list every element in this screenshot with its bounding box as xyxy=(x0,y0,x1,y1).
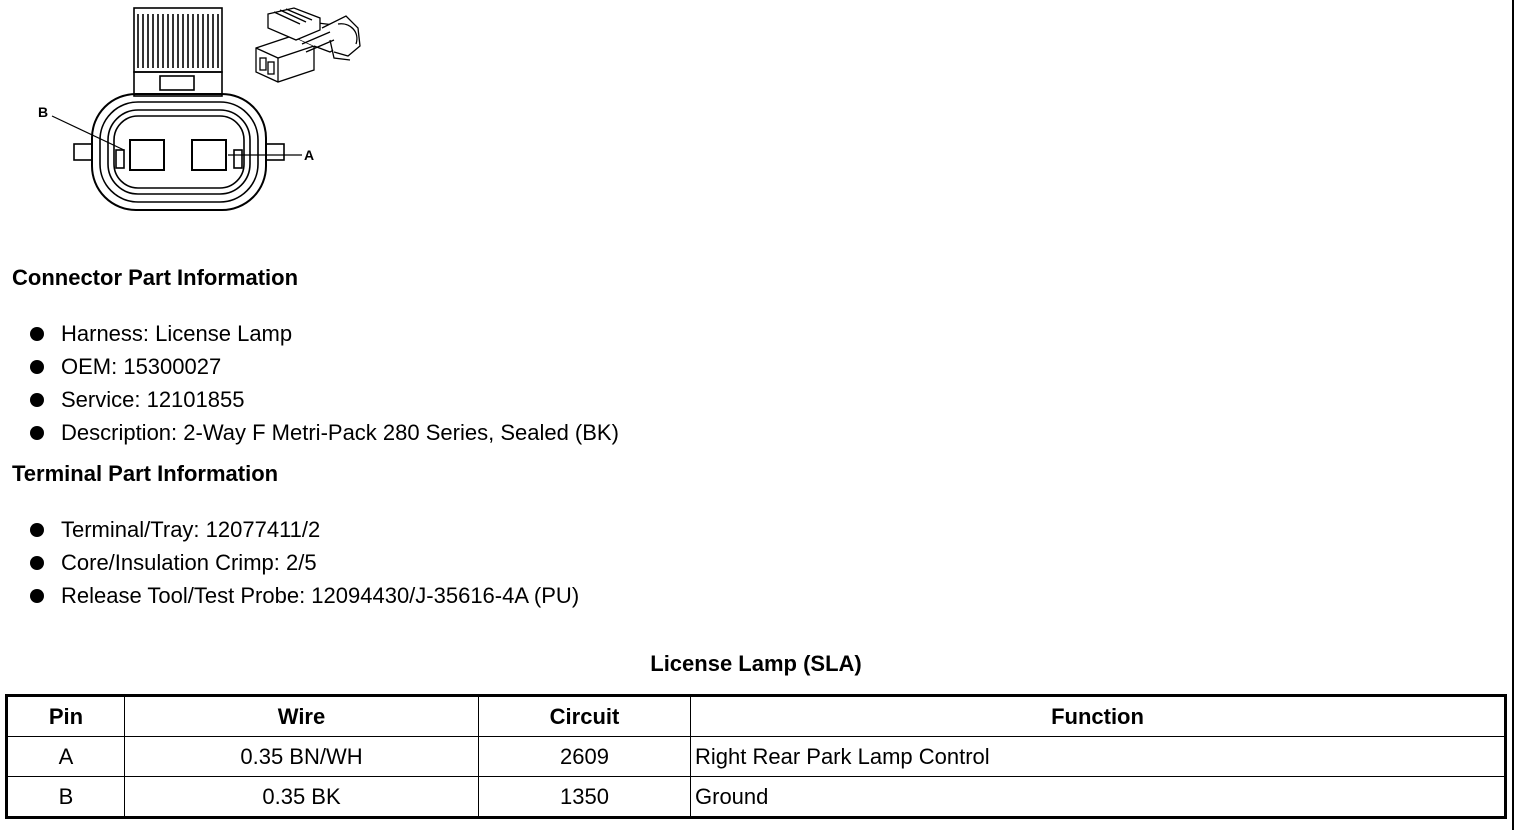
bullet-icon xyxy=(30,426,44,440)
table-title: License Lamp (SLA) xyxy=(650,651,862,676)
cell-wire: 0.35 BK xyxy=(125,777,479,818)
cell-circuit: 2609 xyxy=(479,737,691,777)
list-item xyxy=(28,579,579,612)
table-row xyxy=(7,737,1506,777)
bullet-icon xyxy=(30,556,44,570)
label-b: B xyxy=(38,104,49,120)
list-item xyxy=(28,416,619,449)
list-item xyxy=(28,383,619,416)
cell-function: Ground xyxy=(691,777,1506,818)
bullet-icon xyxy=(30,393,44,407)
connector-diagram xyxy=(30,0,370,220)
cell-pin: A xyxy=(7,737,125,777)
column-header-circuit: Circuit xyxy=(479,696,691,737)
cell-wire: 0.35 BN/WH xyxy=(125,737,479,777)
terminal-part-info-list xyxy=(28,513,579,612)
list-item-text: Release Tool/Test Probe: 12094430/J-35616-4A (PU) xyxy=(61,583,580,608)
list-item-text: Harness: License Lamp xyxy=(61,321,293,346)
cell-pin: B xyxy=(7,777,125,818)
column-header-pin: Pin xyxy=(7,696,125,737)
bullet-icon xyxy=(30,589,44,603)
bullet-icon xyxy=(30,523,44,537)
list-item-text: Service: 12101855 xyxy=(61,387,245,412)
connector-part-info-heading: Connector Part Information xyxy=(12,265,299,290)
list-item xyxy=(28,317,619,350)
cavity-b xyxy=(130,140,164,170)
terminal-part-info-heading: Terminal Part Information xyxy=(12,461,279,486)
list-item xyxy=(28,546,579,579)
bullet-icon xyxy=(30,360,44,374)
connector-part-info-list xyxy=(28,317,619,449)
cell-function: Right Rear Park Lamp Control xyxy=(691,737,1506,777)
pinout-table xyxy=(5,694,1507,819)
connector-thumbnail xyxy=(256,8,360,82)
column-header-wire: Wire xyxy=(125,696,479,737)
list-item xyxy=(28,513,579,546)
list-item-text: Description: 2-Way F Metri-Pack 280 Series, Sealed (BK) xyxy=(61,420,619,445)
bullet-icon xyxy=(30,327,44,341)
list-item-text: Terminal/Tray: 12077411/2 xyxy=(61,517,321,542)
cell-circuit: 1350 xyxy=(479,777,691,818)
label-a: A xyxy=(304,147,315,163)
column-header-function: Function xyxy=(691,696,1506,737)
table-header-row xyxy=(7,696,1506,737)
page-right-border xyxy=(1512,0,1514,830)
list-item-text: Core/Insulation Crimp: 2/5 xyxy=(61,550,317,575)
connector-body xyxy=(92,94,266,210)
table-row xyxy=(7,777,1506,818)
list-item-text: OEM: 15300027 xyxy=(61,354,222,379)
list-item xyxy=(28,350,619,383)
cavity-a xyxy=(192,140,226,170)
